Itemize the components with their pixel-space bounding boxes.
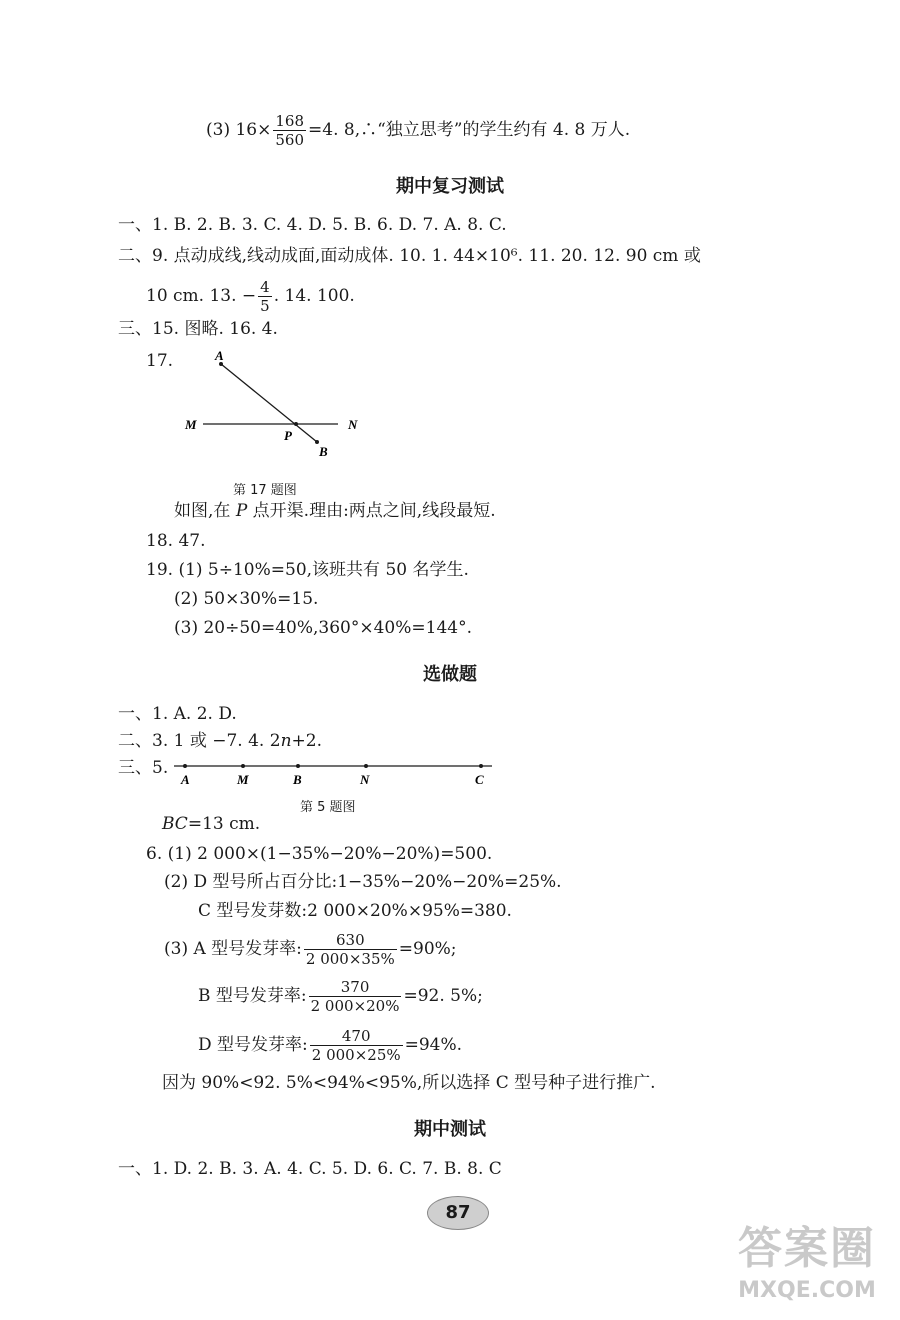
answer-line: 18. 47. [146,531,206,551]
answer-line-top [206,112,630,149]
answer-line: 二、3. 1 或 −7. 4. 2n+2. [118,731,322,751]
page-number: 87 [427,1196,489,1230]
section-title-midterm: 期中测试 [414,1119,486,1140]
fraction: $\frac{168}{560}$ [275,112,305,149]
answer-line: 19. (1) 5÷10%=50,该班共有 50 名学生. [146,560,469,580]
answer-line: 6. (1) 2 000×(1−35%−20%−20%)=500. [146,844,493,864]
figure-5-diagram [170,758,500,790]
point-label-c: C [475,772,484,787]
point-label-a: A [181,772,190,787]
point-label-p: P [284,428,292,443]
answer-line: 因为 90%<92. 5%<94%<95%,所以选择 C 型号种子进行推广. [162,1073,656,1093]
watermark-logo-text: 答案圈 [738,1223,876,1274]
text: (3) 16× [206,120,272,140]
question-number: 17. [146,351,174,371]
point-label-n: N [348,417,358,432]
answer-line: 三、5. [118,758,169,778]
answer-line: (3) 20÷50=40%,360°×40%=144°. [174,618,472,638]
answer-line: C 型号发芽数:2 000×20%×95%=380. [198,901,512,921]
figure-caption: 第 17 题图 [233,483,297,498]
section-title-midterm-review: 期中复习测试 [396,176,504,197]
answer-line: 如图,在 P 点开渠.理由:两点之间,线段最短. [174,501,496,521]
answer-line: D 型号发芽率: $\frac{470}{2 000\times 25\%}$ =94%. [198,1027,463,1064]
answer-line: (2) D 型号所占百分比:1−35%−20%−20%=25%. [164,872,562,892]
answer-line: (2) 50×30%=15. [174,589,319,609]
point-label-a: A [215,348,224,363]
figure-17-diagram [180,348,380,466]
fraction: $\frac{370}{2 000\times 20\%}$ [310,978,400,1015]
answer-line: BC=13 cm. [162,814,261,834]
point-label-b: B [293,772,302,787]
point-label-n: N [360,772,370,787]
answer-line: 二、9. 点动成线,线动成面,面动成体. 10. 1. 44×10⁶. 11. 20. 12. 90 cm 或 [118,246,701,266]
text: =4. 8,∴“独立思考”的学生约有 4. 8 万人. [308,120,631,140]
point-label-b: B [319,444,328,459]
answer-line: B 型号发芽率: $\frac{370}{2 000\times 20\%}$ =92. 5%; [198,978,483,1015]
point-label-m: M [185,417,197,432]
figure-caption: 第 5 题图 [300,800,356,815]
answer-line: 一、1. D. 2. B. 3. A. 4. C. 5. D. 6. C. 7. B. 8. C [118,1159,502,1179]
watermark-url: MXQE.COM [738,1278,876,1303]
section-title-optional: 选做题 [423,664,477,685]
answer-line: 三、15. 图略. 16. 4. [118,319,278,339]
watermark [722,1222,892,1314]
fraction: $\frac{4}{5}$ [260,278,270,315]
fraction: $\frac{630}{2 000\times 35\%}$ [305,931,395,968]
point-label-m: M [237,772,249,787]
fraction: $\frac{470}{2 000\times 25\%}$ [311,1027,401,1064]
answer-line: 一、1. A. 2. D. [118,704,237,724]
answer-line: (3) A 型号发芽率: $\frac{630}{2 000\times 35\%}$ =90%; [164,931,457,968]
answer-line: 10 cm. 13. − $\frac{4}{5}$ . 14. 100. [146,278,355,315]
answer-line: 一、1. B. 2. B. 3. C. 4. D. 5. B. 6. D. 7. A. 8. C. [118,215,507,235]
